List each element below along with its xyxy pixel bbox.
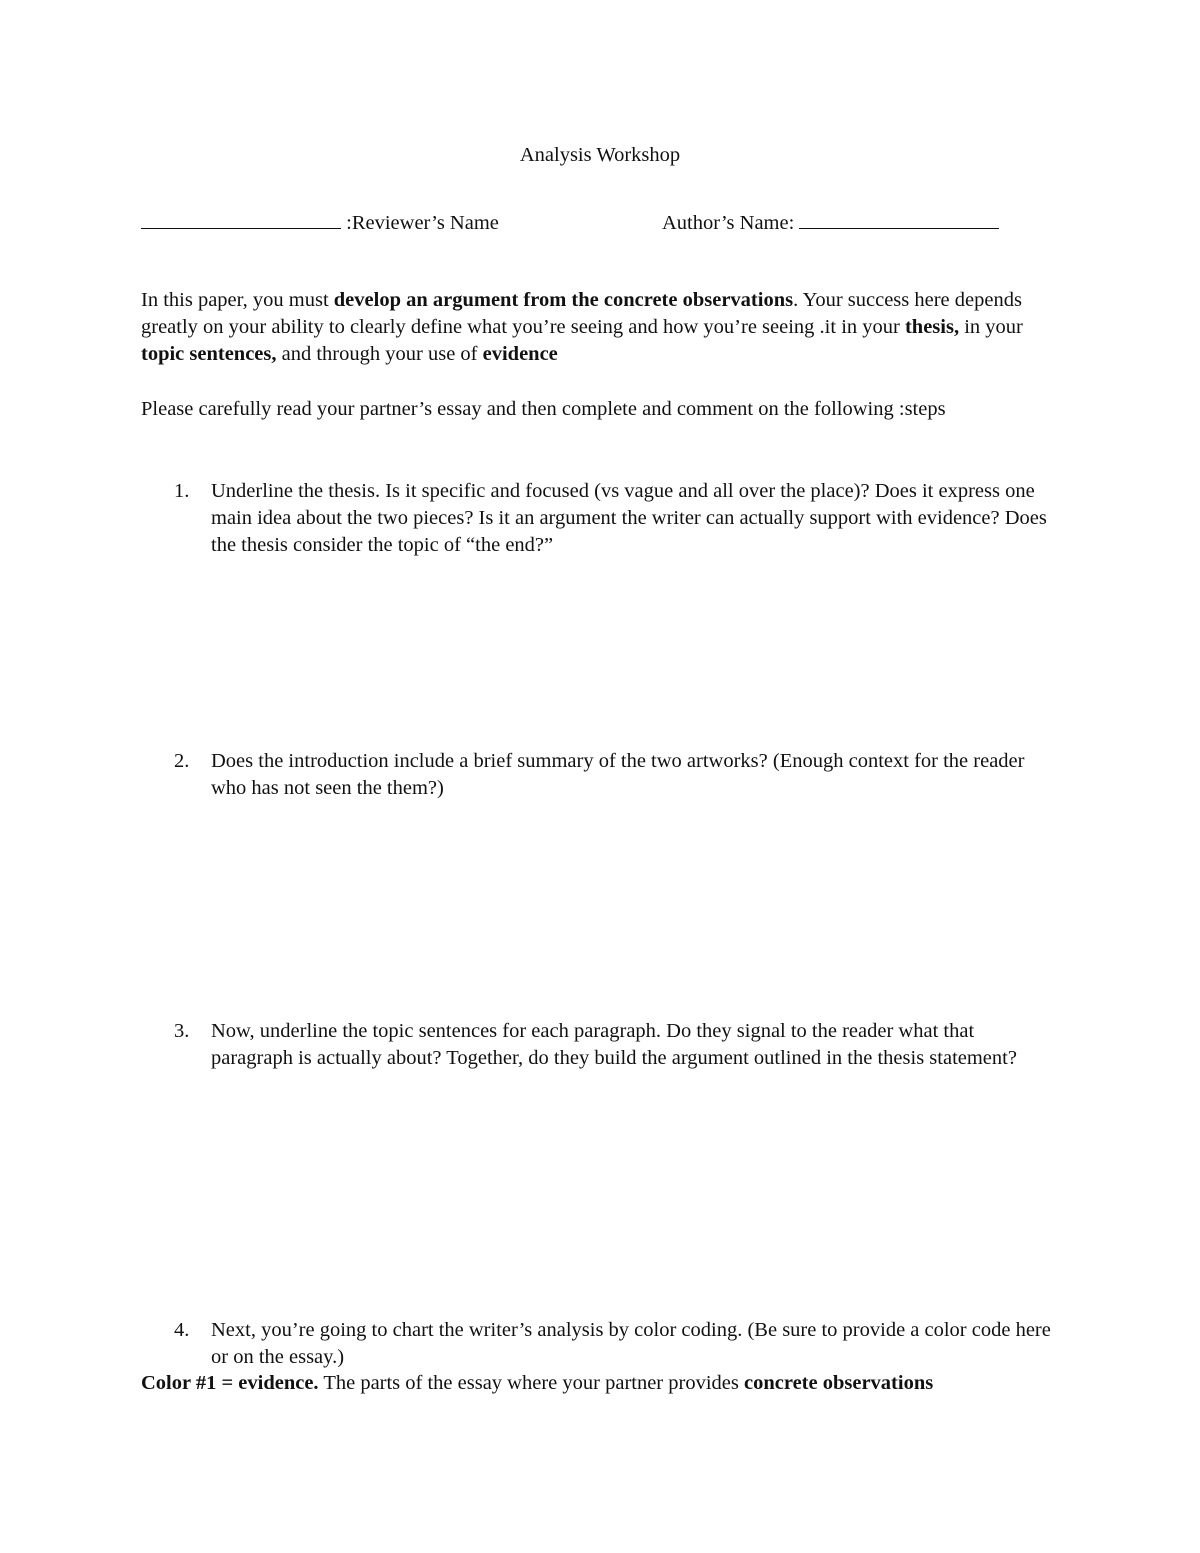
reviewer-name-label: :Reviewer’s Name — [346, 212, 499, 234]
color-code-bold-1: Color #1 = evidence. — [141, 1372, 319, 1394]
author-name-row — [662, 207, 999, 237]
color-code-line — [141, 1370, 1101, 1397]
color-code-text: The parts of the essay where your partner provides — [318, 1372, 744, 1394]
step-text: Next, you’re going to chart the writer’s analysis by color coding. (Be sure to provide a color code here or on the essay.) — [211, 1319, 1051, 1368]
step-number: 4. — [174, 1319, 190, 1341]
intro-text-4: and through your use of — [276, 343, 483, 365]
intro-bold-2: thesis, — [904, 316, 960, 338]
instructions-paragraph: Please carefully read your partner’s essay and then complete and comment on the following :steps — [141, 398, 946, 420]
step-text: Now, underline the topic sentences for each paragraph. Do they signal to the reader what that paragraph is actually about? Together, do they build the argument outlined in the thesis statement? — [211, 1020, 1017, 1069]
reviewer-name-blank[interactable] — [141, 207, 341, 229]
page-title: Analysis Workshop — [519, 144, 681, 166]
step-text: Underline the thesis. Is it specific and focused (vs vague and all over the place)? Does it express one main idea about the two pieces? Is it an argument the writer can actually support with evidence? Does the thesis consider the topic of “the end?” — [211, 480, 1047, 556]
intro-bold-1: develop an argument from the concrete observations — [333, 289, 794, 311]
step-number: 2. — [174, 750, 190, 772]
author-name-blank[interactable] — [799, 207, 999, 229]
step-text: Does the introduction include a brief summary of the two artworks? (Enough context for the reader who has not seen the them?) — [211, 750, 1025, 799]
intro-text-1: In this paper, you must — [141, 289, 334, 311]
author-name-label: Author’s Name: — [662, 212, 795, 234]
intro-bold-3: topic sentences, — [141, 343, 277, 365]
intro-bold-4: evidence — [482, 343, 558, 365]
intro-paragraph — [141, 287, 1071, 368]
intro-text-2: . Your success here depends greatly on your ability to clearly define what you’re seeing and how you’re seeing .it in your — [141, 289, 1022, 338]
step-number: 1. — [174, 480, 190, 502]
step-number: 3. — [174, 1020, 190, 1042]
intro-text-3: in your — [959, 316, 1023, 338]
color-code-bold-2: concrete observations — [744, 1372, 934, 1394]
reviewer-name-row — [141, 207, 499, 237]
